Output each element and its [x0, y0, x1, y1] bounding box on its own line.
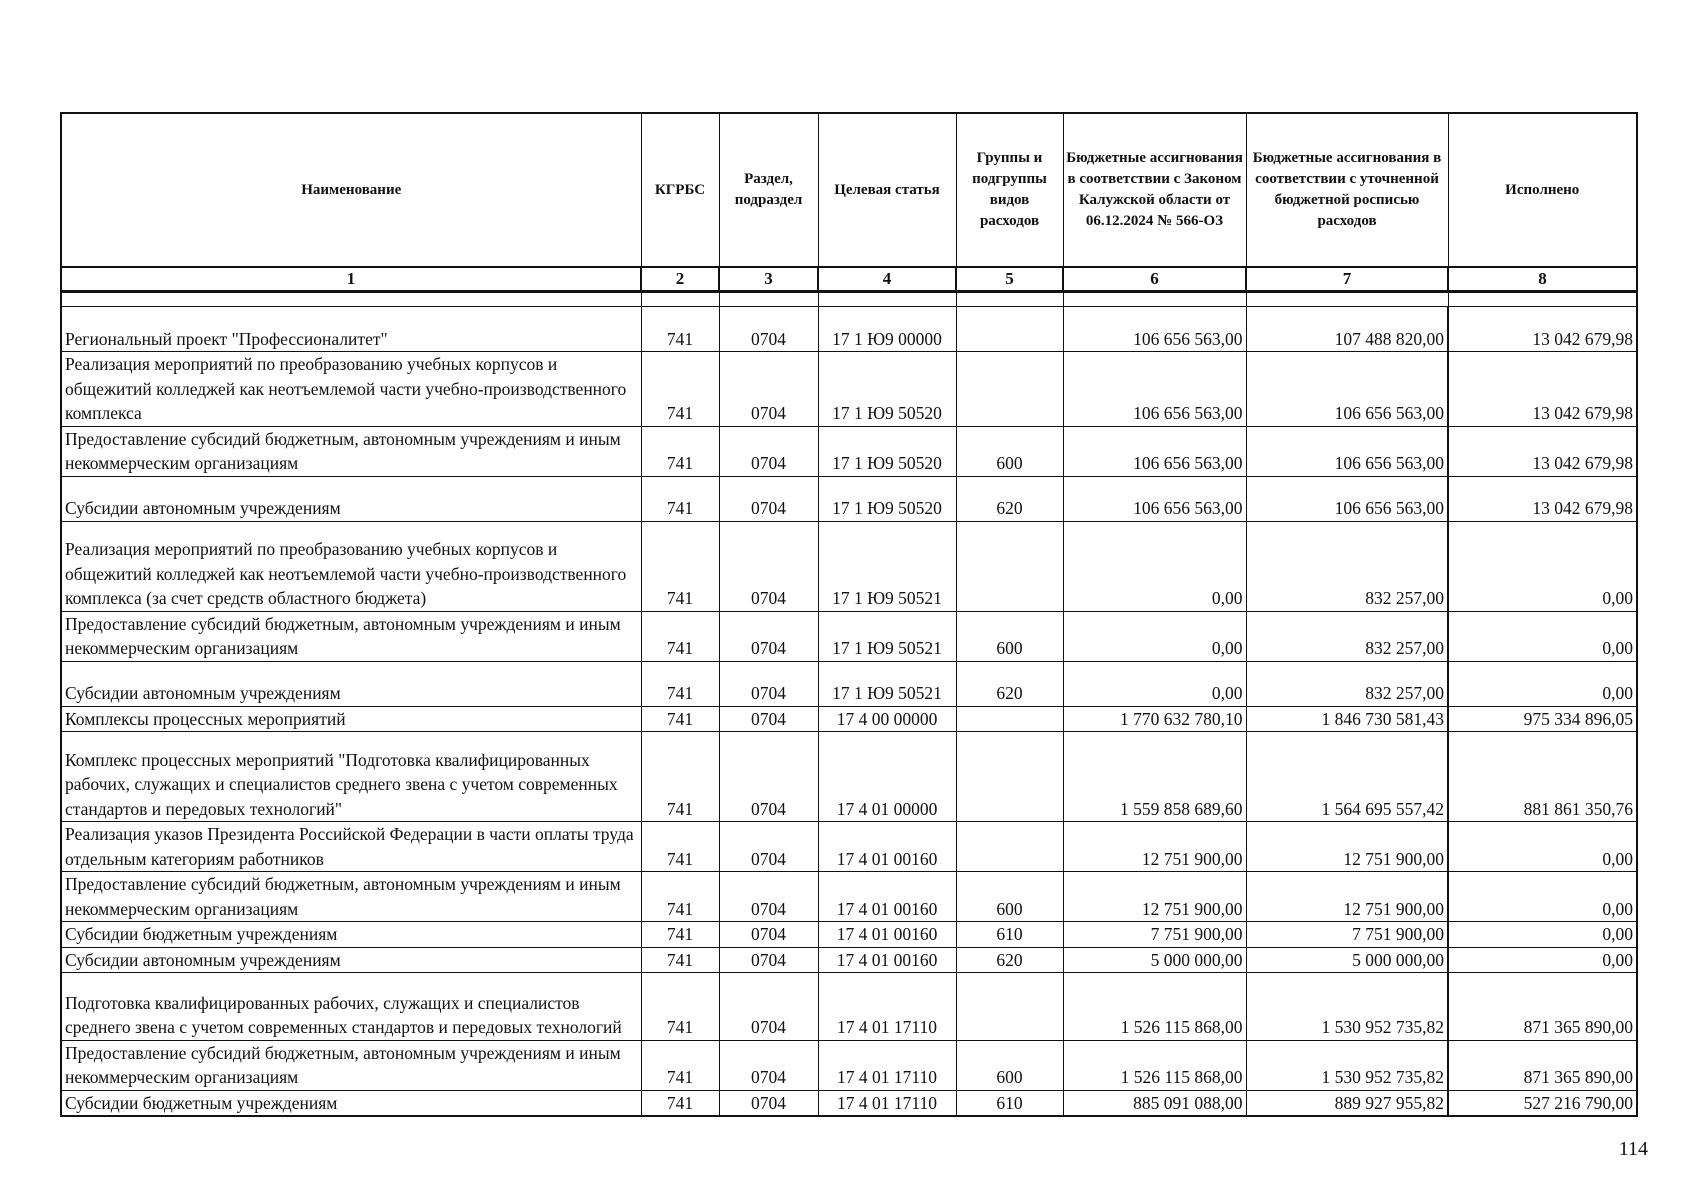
- row-plan-refined: 1 564 695 557,42: [1246, 732, 1448, 822]
- row-executed: 871 365 890,00: [1448, 1040, 1637, 1090]
- row-target-article: 17 4 00 00000: [818, 706, 956, 732]
- row-name: Реализация мероприятий по преобразованию учебных корпусов и общежитий колледжей как неотъемлемой части учебно-производственного комплекса: [61, 352, 641, 427]
- row-razdel: 0704: [719, 611, 818, 661]
- row-target-article: 17 1 Ю9 50520: [818, 426, 956, 476]
- row-executed: 0,00: [1448, 822, 1637, 872]
- row-executed: 13 042 679,98: [1448, 476, 1637, 521]
- row-expense-group: [956, 352, 1063, 427]
- row-plan-refined: 106 656 563,00: [1246, 426, 1448, 476]
- row-target-article: 17 1 Ю9 50520: [818, 352, 956, 427]
- row-executed: 0,00: [1448, 947, 1637, 973]
- row-expense-group: 600: [956, 426, 1063, 476]
- row-plan-law: 106 656 563,00: [1063, 426, 1246, 476]
- row-kgrbs: 741: [641, 732, 719, 822]
- row-plan-refined: 832 257,00: [1246, 521, 1448, 611]
- row-plan-refined: 106 656 563,00: [1246, 352, 1448, 427]
- row-plan-refined: 12 751 900,00: [1246, 822, 1448, 872]
- header-row: [61, 113, 1637, 267]
- table-row: [61, 611, 1637, 661]
- row-razdel: 0704: [719, 872, 818, 922]
- row-expense-group: [956, 521, 1063, 611]
- row-expense-group: [956, 706, 1063, 732]
- row-razdel: 0704: [719, 947, 818, 973]
- row-plan-refined: 889 927 955,82: [1246, 1090, 1448, 1116]
- row-expense-group: 600: [956, 872, 1063, 922]
- table-row: [61, 661, 1637, 706]
- row-executed: 0,00: [1448, 661, 1637, 706]
- row-razdel: 0704: [719, 732, 818, 822]
- row-plan-law: 7 751 900,00: [1063, 922, 1246, 948]
- table-row: [61, 307, 1637, 352]
- header-kgrbs: КГРБС: [641, 113, 719, 267]
- table-row: [61, 732, 1637, 822]
- row-expense-group: [956, 822, 1063, 872]
- header-plan-refined: Бюджетные ассигнования в соответствии с уточненной бюджетной росписью расходов: [1246, 113, 1448, 267]
- row-plan-law: 0,00: [1063, 661, 1246, 706]
- row-name: Предоставление субсидий бюджетным, автономным учреждениям и иным некоммерческим организациям: [61, 426, 641, 476]
- row-kgrbs: 741: [641, 661, 719, 706]
- table-row: [61, 521, 1637, 611]
- row-executed: 881 861 350,76: [1448, 732, 1637, 822]
- row-executed: 13 042 679,98: [1448, 307, 1637, 352]
- row-kgrbs: 741: [641, 611, 719, 661]
- table-row: [61, 973, 1637, 1041]
- row-kgrbs: 741: [641, 973, 719, 1041]
- header-razdel: Раздел, подраздел: [719, 113, 818, 267]
- column-number: 4: [818, 267, 956, 292]
- row-target-article: 17 1 Ю9 50520: [818, 476, 956, 521]
- row-name: Субсидии автономным учреждениям: [61, 947, 641, 973]
- header-name: Наименование: [61, 113, 641, 267]
- row-razdel: 0704: [719, 822, 818, 872]
- row-executed: 0,00: [1448, 521, 1637, 611]
- row-plan-refined: 7 751 900,00: [1246, 922, 1448, 948]
- column-number: 2: [641, 267, 719, 292]
- row-expense-group: 620: [956, 947, 1063, 973]
- row-executed: 527 216 790,00: [1448, 1090, 1637, 1116]
- column-number-row: [61, 267, 1637, 292]
- row-target-article: 17 4 01 17110: [818, 973, 956, 1041]
- row-executed: 0,00: [1448, 872, 1637, 922]
- header-plan-law: Бюджетные ассигнования в соответствии с Законом Калужской области от 06.12.2024 № 566-ОЗ: [1063, 113, 1246, 267]
- row-kgrbs: 741: [641, 872, 719, 922]
- row-razdel: 0704: [719, 973, 818, 1041]
- row-name: Региональный проект "Профессионалитет": [61, 307, 641, 352]
- row-razdel: 0704: [719, 521, 818, 611]
- header-executed: Исполнено: [1448, 113, 1637, 267]
- row-plan-law: 106 656 563,00: [1063, 352, 1246, 427]
- row-plan-law: 1 770 632 780,10: [1063, 706, 1246, 732]
- row-kgrbs: 741: [641, 476, 719, 521]
- row-executed: 871 365 890,00: [1448, 973, 1637, 1041]
- row-kgrbs: 741: [641, 922, 719, 948]
- row-name: Предоставление субсидий бюджетным, автономным учреждениям и иным некоммерческим организациям: [61, 611, 641, 661]
- row-target-article: 17 1 Ю9 00000: [818, 307, 956, 352]
- row-expense-group: 600: [956, 1040, 1063, 1090]
- row-razdel: 0704: [719, 706, 818, 732]
- row-executed: 975 334 896,05: [1448, 706, 1637, 732]
- header-target-article: Целевая статья: [818, 113, 956, 267]
- table-row: [61, 822, 1637, 872]
- row-executed: 0,00: [1448, 611, 1637, 661]
- row-name: Субсидии автономным учреждениям: [61, 661, 641, 706]
- row-plan-refined: 106 656 563,00: [1246, 476, 1448, 521]
- row-plan-refined: 1 530 952 735,82: [1246, 1040, 1448, 1090]
- row-kgrbs: 741: [641, 307, 719, 352]
- row-razdel: 0704: [719, 1040, 818, 1090]
- row-plan-law: 1 526 115 868,00: [1063, 973, 1246, 1041]
- row-expense-group: 610: [956, 922, 1063, 948]
- row-name: Предоставление субсидий бюджетным, автономным учреждениям и иным некоммерческим организациям: [61, 1040, 641, 1090]
- table-row: [61, 426, 1637, 476]
- row-name: Реализация указов Президента Российской Федерации в части оплаты труда отдельным категориям работников: [61, 822, 641, 872]
- row-plan-law: 0,00: [1063, 611, 1246, 661]
- table-row: [61, 872, 1637, 922]
- row-name: Комплексы процессных мероприятий: [61, 706, 641, 732]
- row-expense-group: 620: [956, 476, 1063, 521]
- table-row: [61, 922, 1637, 948]
- row-expense-group: [956, 973, 1063, 1041]
- row-plan-law: 12 751 900,00: [1063, 822, 1246, 872]
- row-target-article: 17 4 01 17110: [818, 1040, 956, 1090]
- row-plan-law: 5 000 000,00: [1063, 947, 1246, 973]
- budget-table: [60, 112, 1638, 1117]
- row-expense-group: 610: [956, 1090, 1063, 1116]
- table-row: [61, 706, 1637, 732]
- row-plan-law: 1 559 858 689,60: [1063, 732, 1246, 822]
- row-expense-group: [956, 307, 1063, 352]
- column-number: 8: [1448, 267, 1637, 292]
- page-number: 114: [1618, 1138, 1648, 1160]
- row-plan-law: 106 656 563,00: [1063, 476, 1246, 521]
- row-target-article: 17 4 01 00160: [818, 947, 956, 973]
- row-plan-refined: 5 000 000,00: [1246, 947, 1448, 973]
- row-razdel: 0704: [719, 476, 818, 521]
- table-body: [61, 292, 1637, 1117]
- row-name: Подготовка квалифицированных рабочих, служащих и специалистов среднего звена с учетом современных стандартов и передовых технологий: [61, 973, 641, 1041]
- row-target-article: 17 4 01 00160: [818, 872, 956, 922]
- row-executed: 13 042 679,98: [1448, 352, 1637, 427]
- row-name: Комплекс процессных мероприятий "Подготовка квалифицированных рабочих, служащих и специалистов среднего звена с учетом современных стандартов и передовых технологий": [61, 732, 641, 822]
- row-name: Субсидии бюджетным учреждениям: [61, 922, 641, 948]
- row-razdel: 0704: [719, 1090, 818, 1116]
- column-number: 5: [956, 267, 1063, 292]
- row-razdel: 0704: [719, 661, 818, 706]
- row-razdel: 0704: [719, 922, 818, 948]
- row-kgrbs: 741: [641, 426, 719, 476]
- row-plan-law: 0,00: [1063, 521, 1246, 611]
- column-number: 7: [1246, 267, 1448, 292]
- row-plan-refined: 832 257,00: [1246, 661, 1448, 706]
- row-plan-refined: 1 530 952 735,82: [1246, 973, 1448, 1041]
- column-number: 3: [719, 267, 818, 292]
- row-kgrbs: 741: [641, 1040, 719, 1090]
- row-expense-group: 620: [956, 661, 1063, 706]
- row-kgrbs: 741: [641, 947, 719, 973]
- row-target-article: 17 4 01 00160: [818, 822, 956, 872]
- column-number: 6: [1063, 267, 1246, 292]
- row-kgrbs: 741: [641, 352, 719, 427]
- row-target-article: 17 4 01 00000: [818, 732, 956, 822]
- row-executed: 0,00: [1448, 922, 1637, 948]
- table-row: [61, 476, 1637, 521]
- row-plan-refined: 832 257,00: [1246, 611, 1448, 661]
- row-kgrbs: 741: [641, 521, 719, 611]
- row-name: Реализация мероприятий по преобразованию учебных корпусов и общежитий колледжей как неотъемлемой части учебно-производственного комплекса (за счет средств областного бюджета): [61, 521, 641, 611]
- row-target-article: 17 1 Ю9 50521: [818, 661, 956, 706]
- column-number: 1: [61, 267, 641, 292]
- row-plan-refined: 107 488 820,00: [1246, 307, 1448, 352]
- row-kgrbs: 741: [641, 822, 719, 872]
- row-plan-refined: 1 846 730 581,43: [1246, 706, 1448, 732]
- row-target-article: 17 1 Ю9 50521: [818, 521, 956, 611]
- row-expense-group: [956, 732, 1063, 822]
- row-target-article: 17 1 Ю9 50521: [818, 611, 956, 661]
- row-razdel: 0704: [719, 352, 818, 427]
- row-plan-refined: 12 751 900,00: [1246, 872, 1448, 922]
- row-plan-law: 106 656 563,00: [1063, 307, 1246, 352]
- row-kgrbs: 741: [641, 706, 719, 732]
- table-row: [61, 947, 1637, 973]
- row-kgrbs: 741: [641, 1090, 719, 1116]
- row-name: Предоставление субсидий бюджетным, автономным учреждениям и иным некоммерческим организациям: [61, 872, 641, 922]
- spacer-row: [61, 292, 1637, 307]
- row-target-article: 17 4 01 00160: [818, 922, 956, 948]
- row-name: Субсидии автономным учреждениям: [61, 476, 641, 521]
- row-plan-law: 885 091 088,00: [1063, 1090, 1246, 1116]
- table-row: [61, 1090, 1637, 1116]
- table-row: [61, 1040, 1637, 1090]
- row-expense-group: 600: [956, 611, 1063, 661]
- row-razdel: 0704: [719, 426, 818, 476]
- table-row: [61, 352, 1637, 427]
- row-target-article: 17 4 01 17110: [818, 1090, 956, 1116]
- row-plan-law: 12 751 900,00: [1063, 872, 1246, 922]
- row-razdel: 0704: [719, 307, 818, 352]
- row-plan-law: 1 526 115 868,00: [1063, 1040, 1246, 1090]
- row-name: Субсидии бюджетным учреждениям: [61, 1090, 641, 1116]
- row-executed: 13 042 679,98: [1448, 426, 1637, 476]
- header-expense-groups: Группы и подгруппы видов расходов: [956, 113, 1063, 267]
